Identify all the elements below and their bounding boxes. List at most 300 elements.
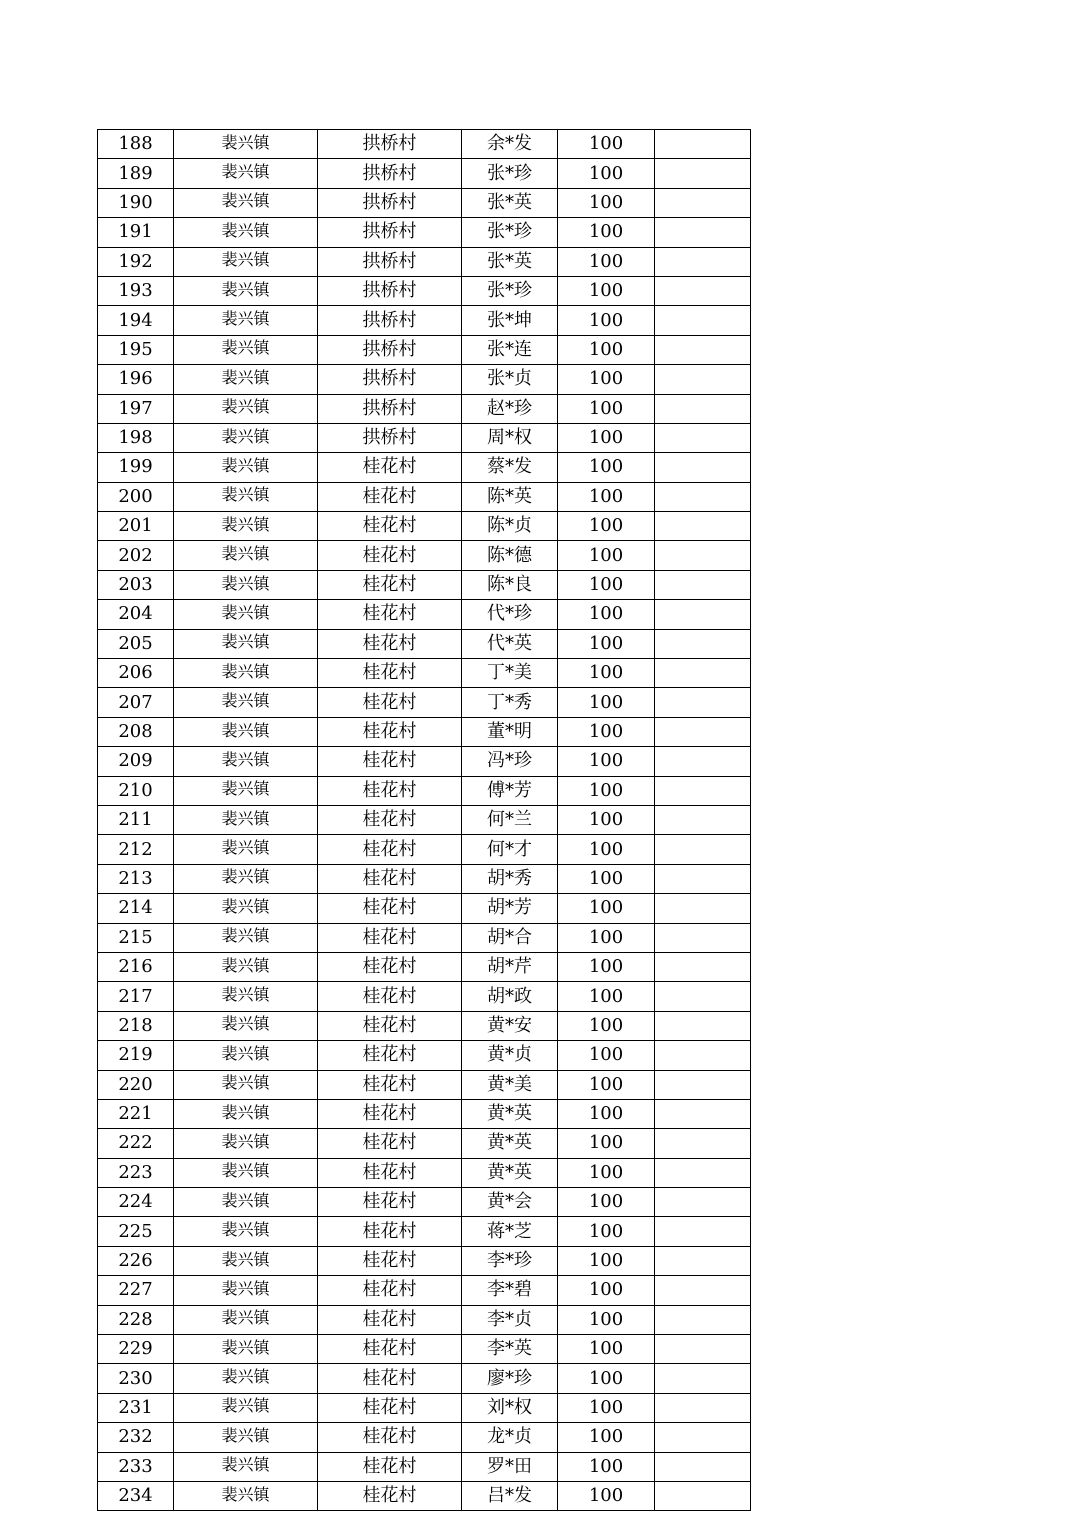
village-cell: 拱桥村: [318, 276, 462, 305]
amount-cell: 100: [558, 629, 655, 658]
amount-cell: 100: [558, 864, 655, 893]
table-row: [98, 688, 751, 717]
remark-cell: [655, 1364, 751, 1393]
town-cell: 裴兴镇: [174, 541, 318, 570]
village-cell: 桂花村: [318, 717, 462, 746]
name-cell: 陈*良: [462, 570, 558, 599]
town-cell: 裴兴镇: [174, 776, 318, 805]
table-row: [98, 747, 751, 776]
row-number-cell: 220: [98, 1070, 174, 1099]
name-cell: 廖*珍: [462, 1364, 558, 1393]
row-number-cell: 195: [98, 335, 174, 364]
town-cell: 裴兴镇: [174, 218, 318, 247]
town-cell: 裴兴镇: [174, 600, 318, 629]
remark-cell: [655, 805, 751, 834]
row-number-cell: 228: [98, 1305, 174, 1334]
village-cell: 桂花村: [318, 482, 462, 511]
village-cell: 拱桥村: [318, 159, 462, 188]
table-row: [98, 1276, 751, 1305]
remark-cell: [655, 1481, 751, 1510]
name-cell: 李*珍: [462, 1246, 558, 1275]
row-number-cell: 191: [98, 218, 174, 247]
table-row: [98, 717, 751, 746]
village-cell: 桂花村: [318, 1099, 462, 1128]
town-cell: 裴兴镇: [174, 894, 318, 923]
village-cell: 桂花村: [318, 1041, 462, 1070]
town-cell: 裴兴镇: [174, 1393, 318, 1422]
table-row: [98, 776, 751, 805]
name-cell: 余*发: [462, 130, 558, 159]
village-cell: 拱桥村: [318, 306, 462, 335]
row-number-cell: 213: [98, 864, 174, 893]
amount-cell: 100: [558, 1188, 655, 1217]
table-row: [98, 1099, 751, 1128]
remark-cell: [655, 747, 751, 776]
town-cell: 裴兴镇: [174, 1099, 318, 1128]
table-row: [98, 835, 751, 864]
remark-cell: [655, 512, 751, 541]
remark-cell: [655, 482, 751, 511]
row-number-cell: 196: [98, 365, 174, 394]
town-cell: 裴兴镇: [174, 1305, 318, 1334]
village-cell: 桂花村: [318, 1335, 462, 1364]
remark-cell: [655, 1011, 751, 1040]
row-number-cell: 230: [98, 1364, 174, 1393]
remark-cell: [655, 218, 751, 247]
remark-cell: [655, 982, 751, 1011]
name-cell: 代*珍: [462, 600, 558, 629]
amount-cell: 100: [558, 1217, 655, 1246]
table-row: [98, 805, 751, 834]
town-cell: 裴兴镇: [174, 1129, 318, 1158]
town-cell: 裴兴镇: [174, 276, 318, 305]
village-cell: 桂花村: [318, 453, 462, 482]
row-number-cell: 233: [98, 1452, 174, 1481]
town-cell: 裴兴镇: [174, 306, 318, 335]
amount-cell: 100: [558, 1393, 655, 1422]
town-cell: 裴兴镇: [174, 805, 318, 834]
name-cell: 李*碧: [462, 1276, 558, 1305]
amount-cell: 100: [558, 512, 655, 541]
town-cell: 裴兴镇: [174, 1276, 318, 1305]
village-cell: 桂花村: [318, 835, 462, 864]
town-cell: 裴兴镇: [174, 188, 318, 217]
table-row: [98, 1364, 751, 1393]
amount-cell: 100: [558, 188, 655, 217]
town-cell: 裴兴镇: [174, 1364, 318, 1393]
name-cell: 张*坤: [462, 306, 558, 335]
remark-cell: [655, 659, 751, 688]
name-cell: 冯*珍: [462, 747, 558, 776]
remark-cell: [655, 1188, 751, 1217]
row-number-cell: 198: [98, 423, 174, 452]
village-cell: 拱桥村: [318, 218, 462, 247]
table-row: [98, 1305, 751, 1334]
table-row: [98, 894, 751, 923]
name-cell: 黄*会: [462, 1188, 558, 1217]
table-row: [98, 335, 751, 364]
row-number-cell: 192: [98, 247, 174, 276]
village-cell: 桂花村: [318, 1246, 462, 1275]
town-cell: 裴兴镇: [174, 394, 318, 423]
name-cell: 蔡*发: [462, 453, 558, 482]
town-cell: 裴兴镇: [174, 1452, 318, 1481]
row-number-cell: 226: [98, 1246, 174, 1275]
remark-cell: [655, 1217, 751, 1246]
name-cell: 张*珍: [462, 218, 558, 247]
table-row: [98, 394, 751, 423]
name-cell: 陈*贞: [462, 512, 558, 541]
table-row: [98, 1481, 751, 1510]
village-cell: 桂花村: [318, 1393, 462, 1422]
remark-cell: [655, 952, 751, 981]
town-cell: 裴兴镇: [174, 247, 318, 276]
village-cell: 桂花村: [318, 747, 462, 776]
row-number-cell: 221: [98, 1099, 174, 1128]
table-row: [98, 218, 751, 247]
town-cell: 裴兴镇: [174, 512, 318, 541]
village-cell: 拱桥村: [318, 130, 462, 159]
amount-cell: 100: [558, 1481, 655, 1510]
table-row: [98, 1041, 751, 1070]
town-cell: 裴兴镇: [174, 688, 318, 717]
amount-cell: 100: [558, 776, 655, 805]
name-cell: 胡*秀: [462, 864, 558, 893]
town-cell: 裴兴镇: [174, 1246, 318, 1275]
table-row: [98, 1335, 751, 1364]
table-row: [98, 453, 751, 482]
row-number-cell: 214: [98, 894, 174, 923]
amount-cell: 100: [558, 600, 655, 629]
row-number-cell: 227: [98, 1276, 174, 1305]
remark-cell: [655, 1158, 751, 1187]
name-cell: 蒋*芝: [462, 1217, 558, 1246]
table-row: [98, 247, 751, 276]
amount-cell: 100: [558, 717, 655, 746]
name-cell: 黄*英: [462, 1099, 558, 1128]
remark-cell: [655, 247, 751, 276]
remark-cell: [655, 394, 751, 423]
remark-cell: [655, 1246, 751, 1275]
row-number-cell: 218: [98, 1011, 174, 1040]
remark-cell: [655, 1452, 751, 1481]
name-cell: 黄*安: [462, 1011, 558, 1040]
row-number-cell: 224: [98, 1188, 174, 1217]
amount-cell: 100: [558, 130, 655, 159]
amount-cell: 100: [558, 1158, 655, 1187]
amount-cell: 100: [558, 276, 655, 305]
name-cell: 丁*秀: [462, 688, 558, 717]
amount-cell: 100: [558, 982, 655, 1011]
amount-cell: 100: [558, 1070, 655, 1099]
remark-cell: [655, 1305, 751, 1334]
town-cell: 裴兴镇: [174, 1217, 318, 1246]
row-number-cell: 225: [98, 1217, 174, 1246]
table-row: [98, 659, 751, 688]
row-number-cell: 231: [98, 1393, 174, 1422]
amount-cell: 100: [558, 894, 655, 923]
name-cell: 刘*权: [462, 1393, 558, 1422]
village-cell: 拱桥村: [318, 394, 462, 423]
row-number-cell: 211: [98, 805, 174, 834]
remark-cell: [655, 423, 751, 452]
remark-cell: [655, 453, 751, 482]
row-number-cell: 203: [98, 570, 174, 599]
town-cell: 裴兴镇: [174, 747, 318, 776]
row-number-cell: 197: [98, 394, 174, 423]
row-number-cell: 222: [98, 1129, 174, 1158]
name-cell: 胡*芳: [462, 894, 558, 923]
name-cell: 胡*芹: [462, 952, 558, 981]
remark-cell: [655, 1070, 751, 1099]
row-number-cell: 209: [98, 747, 174, 776]
name-cell: 吕*发: [462, 1481, 558, 1510]
amount-cell: 100: [558, 159, 655, 188]
town-cell: 裴兴镇: [174, 482, 318, 511]
town-cell: 裴兴镇: [174, 335, 318, 364]
table-row: [98, 276, 751, 305]
name-cell: 张*英: [462, 247, 558, 276]
row-number-cell: 216: [98, 952, 174, 981]
village-cell: 桂花村: [318, 1452, 462, 1481]
row-number-cell: 193: [98, 276, 174, 305]
remark-cell: [655, 276, 751, 305]
name-cell: 张*连: [462, 335, 558, 364]
row-number-cell: 207: [98, 688, 174, 717]
remark-cell: [655, 894, 751, 923]
remark-cell: [655, 688, 751, 717]
table-row: [98, 188, 751, 217]
name-cell: 龙*贞: [462, 1423, 558, 1452]
row-number-cell: 190: [98, 188, 174, 217]
town-cell: 裴兴镇: [174, 130, 318, 159]
table-row: [98, 130, 751, 159]
village-cell: 桂花村: [318, 952, 462, 981]
village-cell: 桂花村: [318, 541, 462, 570]
amount-cell: 100: [558, 218, 655, 247]
table-row: [98, 512, 751, 541]
village-cell: 桂花村: [318, 982, 462, 1011]
amount-cell: 100: [558, 541, 655, 570]
village-cell: 桂花村: [318, 1217, 462, 1246]
remark-cell: [655, 835, 751, 864]
remark-cell: [655, 864, 751, 893]
town-cell: 裴兴镇: [174, 629, 318, 658]
name-cell: 李*贞: [462, 1305, 558, 1334]
table-row: [98, 306, 751, 335]
remark-cell: [655, 1335, 751, 1364]
amount-cell: 100: [558, 1129, 655, 1158]
table-row: [98, 1129, 751, 1158]
amount-cell: 100: [558, 394, 655, 423]
table-row: [98, 1070, 751, 1099]
remark-cell: [655, 335, 751, 364]
table-row: [98, 1188, 751, 1217]
remark-cell: [655, 570, 751, 599]
amount-cell: 100: [558, 306, 655, 335]
amount-cell: 100: [558, 1099, 655, 1128]
row-number-cell: 201: [98, 512, 174, 541]
name-cell: 代*英: [462, 629, 558, 658]
row-number-cell: 219: [98, 1041, 174, 1070]
remark-cell: [655, 1129, 751, 1158]
name-cell: 黄*贞: [462, 1041, 558, 1070]
row-number-cell: 188: [98, 130, 174, 159]
table-row: [98, 952, 751, 981]
remark-cell: [655, 776, 751, 805]
table-row: [98, 923, 751, 952]
roster-body: [98, 130, 751, 1511]
row-number-cell: 223: [98, 1158, 174, 1187]
town-cell: 裴兴镇: [174, 923, 318, 952]
remark-cell: [655, 717, 751, 746]
remark-cell: [655, 1099, 751, 1128]
name-cell: 胡*合: [462, 923, 558, 952]
village-cell: 桂花村: [318, 570, 462, 599]
row-number-cell: 212: [98, 835, 174, 864]
town-cell: 裴兴镇: [174, 835, 318, 864]
town-cell: 裴兴镇: [174, 717, 318, 746]
table-row: [98, 1452, 751, 1481]
table-row: [98, 629, 751, 658]
table-row: [98, 864, 751, 893]
remark-cell: [655, 1393, 751, 1422]
amount-cell: 100: [558, 952, 655, 981]
name-cell: 陈*英: [462, 482, 558, 511]
town-cell: 裴兴镇: [174, 453, 318, 482]
table-row: [98, 1393, 751, 1422]
remark-cell: [655, 1276, 751, 1305]
name-cell: 张*珍: [462, 276, 558, 305]
name-cell: 张*英: [462, 188, 558, 217]
village-cell: 桂花村: [318, 864, 462, 893]
roster-table: [97, 129, 751, 1511]
row-number-cell: 200: [98, 482, 174, 511]
amount-cell: 100: [558, 1305, 655, 1334]
name-cell: 陈*德: [462, 541, 558, 570]
amount-cell: 100: [558, 247, 655, 276]
table-row: [98, 541, 751, 570]
amount-cell: 100: [558, 335, 655, 364]
town-cell: 裴兴镇: [174, 864, 318, 893]
name-cell: 董*明: [462, 717, 558, 746]
town-cell: 裴兴镇: [174, 1335, 318, 1364]
row-number-cell: 204: [98, 600, 174, 629]
name-cell: 赵*珍: [462, 394, 558, 423]
town-cell: 裴兴镇: [174, 1011, 318, 1040]
town-cell: 裴兴镇: [174, 982, 318, 1011]
name-cell: 何*才: [462, 835, 558, 864]
remark-cell: [655, 130, 751, 159]
town-cell: 裴兴镇: [174, 1481, 318, 1510]
town-cell: 裴兴镇: [174, 1158, 318, 1187]
village-cell: 桂花村: [318, 1188, 462, 1217]
amount-cell: 100: [558, 688, 655, 717]
remark-cell: [655, 541, 751, 570]
town-cell: 裴兴镇: [174, 1070, 318, 1099]
table-row: [98, 423, 751, 452]
village-cell: 桂花村: [318, 1481, 462, 1510]
amount-cell: 100: [558, 453, 655, 482]
name-cell: 胡*政: [462, 982, 558, 1011]
name-cell: 罗*田: [462, 1452, 558, 1481]
amount-cell: 100: [558, 835, 655, 864]
table-row: [98, 600, 751, 629]
table-row: [98, 365, 751, 394]
row-number-cell: 232: [98, 1423, 174, 1452]
amount-cell: 100: [558, 747, 655, 776]
table-row: [98, 1246, 751, 1275]
village-cell: 拱桥村: [318, 247, 462, 276]
village-cell: 桂花村: [318, 1276, 462, 1305]
name-cell: 黄*英: [462, 1129, 558, 1158]
row-number-cell: 199: [98, 453, 174, 482]
remark-cell: [655, 188, 751, 217]
remark-cell: [655, 159, 751, 188]
row-number-cell: 206: [98, 659, 174, 688]
town-cell: 裴兴镇: [174, 159, 318, 188]
name-cell: 周*权: [462, 423, 558, 452]
table-row: [98, 159, 751, 188]
remark-cell: [655, 1041, 751, 1070]
town-cell: 裴兴镇: [174, 659, 318, 688]
village-cell: 桂花村: [318, 688, 462, 717]
remark-cell: [655, 629, 751, 658]
table-row: [98, 1011, 751, 1040]
name-cell: 张*珍: [462, 159, 558, 188]
village-cell: 桂花村: [318, 805, 462, 834]
town-cell: 裴兴镇: [174, 570, 318, 599]
amount-cell: 100: [558, 482, 655, 511]
table-row: [98, 1158, 751, 1187]
table-row: [98, 1423, 751, 1452]
amount-cell: 100: [558, 1011, 655, 1040]
row-number-cell: 205: [98, 629, 174, 658]
town-cell: 裴兴镇: [174, 365, 318, 394]
row-number-cell: 229: [98, 1335, 174, 1364]
town-cell: 裴兴镇: [174, 1041, 318, 1070]
name-cell: 丁*美: [462, 659, 558, 688]
amount-cell: 100: [558, 1452, 655, 1481]
village-cell: 桂花村: [318, 1011, 462, 1040]
name-cell: 傅*芳: [462, 776, 558, 805]
village-cell: 桂花村: [318, 776, 462, 805]
town-cell: 裴兴镇: [174, 952, 318, 981]
village-cell: 桂花村: [318, 894, 462, 923]
village-cell: 拱桥村: [318, 335, 462, 364]
amount-cell: 100: [558, 1041, 655, 1070]
remark-cell: [655, 365, 751, 394]
village-cell: 桂花村: [318, 659, 462, 688]
row-number-cell: 189: [98, 159, 174, 188]
town-cell: 裴兴镇: [174, 1188, 318, 1217]
remark-cell: [655, 306, 751, 335]
name-cell: 张*贞: [462, 365, 558, 394]
village-cell: 桂花村: [318, 1364, 462, 1393]
name-cell: 李*英: [462, 1335, 558, 1364]
remark-cell: [655, 600, 751, 629]
row-number-cell: 208: [98, 717, 174, 746]
table-row: [98, 482, 751, 511]
name-cell: 黄*英: [462, 1158, 558, 1187]
row-number-cell: 234: [98, 1481, 174, 1510]
village-cell: 桂花村: [318, 1158, 462, 1187]
table-row: [98, 1217, 751, 1246]
table-row: [98, 570, 751, 599]
amount-cell: 100: [558, 423, 655, 452]
name-cell: 黄*美: [462, 1070, 558, 1099]
name-cell: 何*兰: [462, 805, 558, 834]
